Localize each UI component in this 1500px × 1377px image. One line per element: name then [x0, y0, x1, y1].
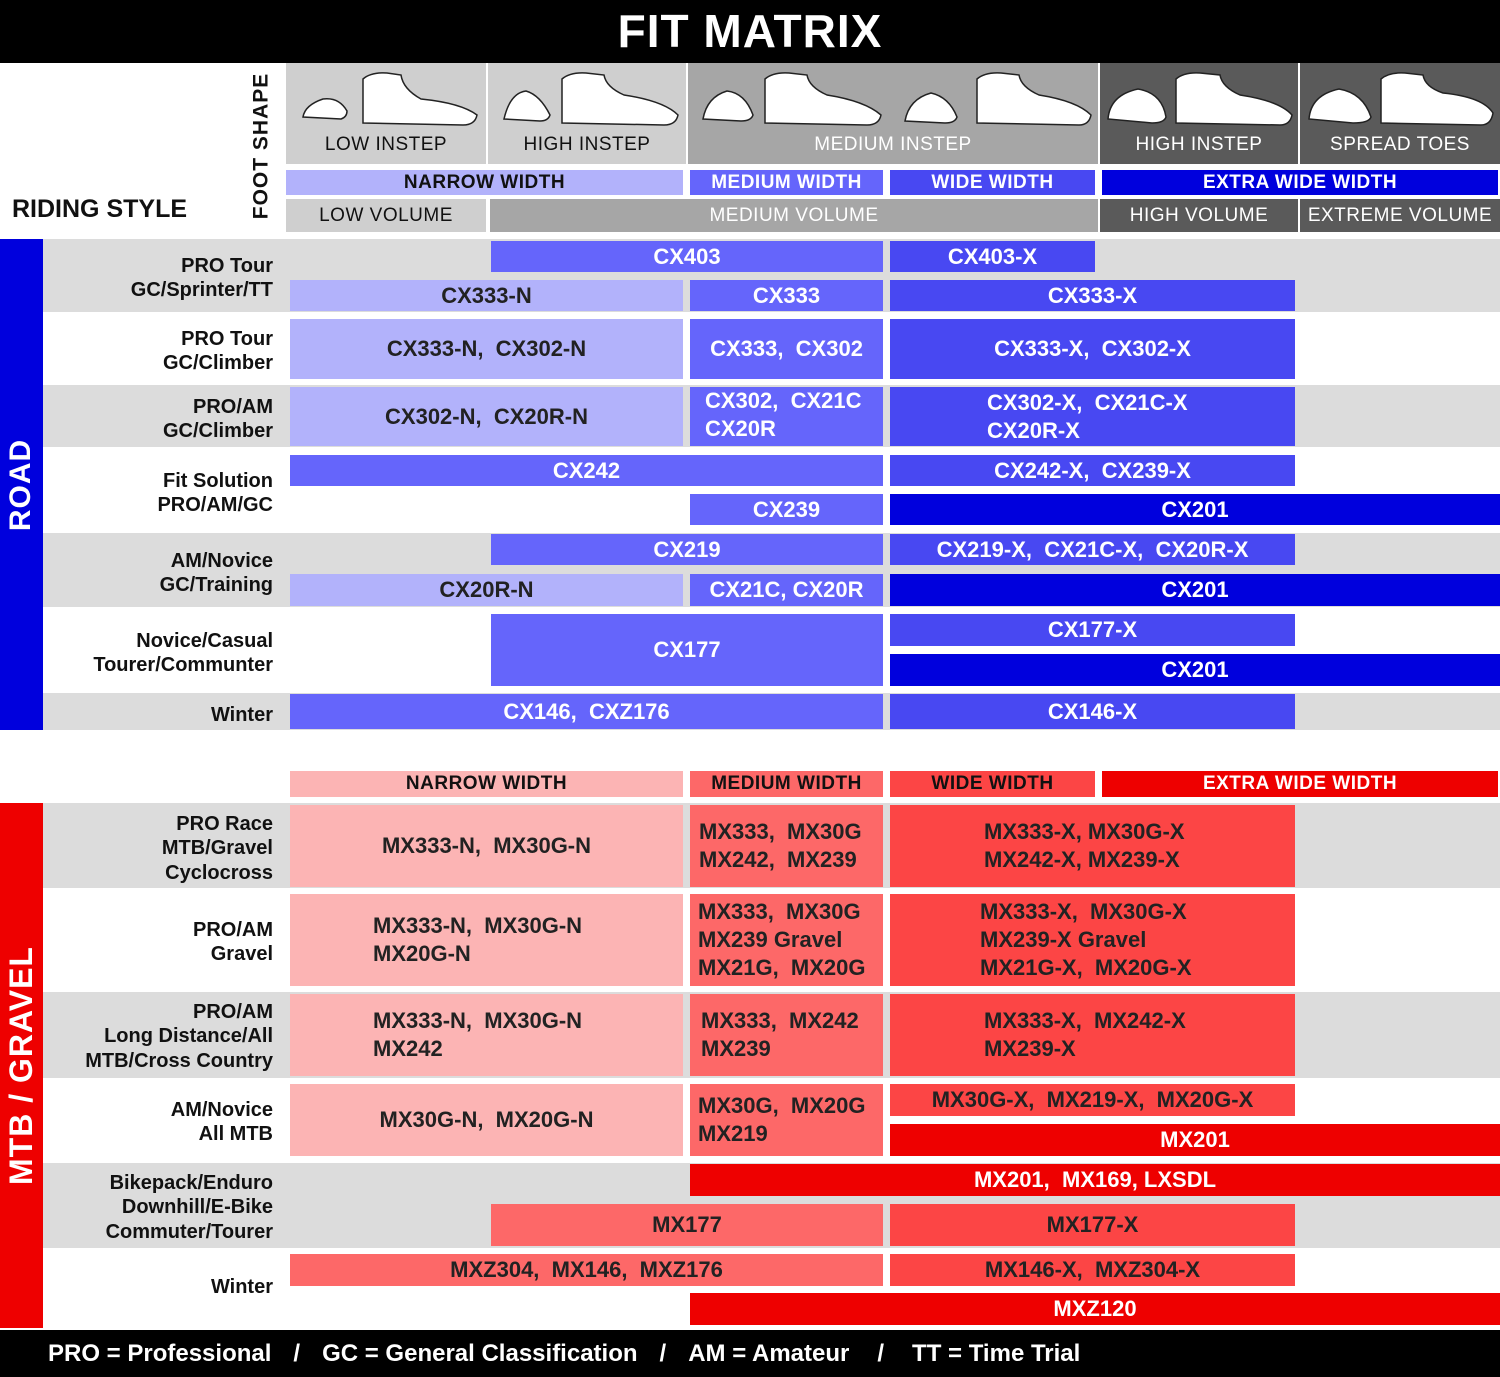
shape-label: SPREAD TOES [1330, 134, 1470, 155]
shoe-model-cell[interactable]: CX20R-N [290, 574, 683, 606]
shape-high-instep-wide [1100, 63, 1298, 164]
shoe-model-cell[interactable]: MX333, MX30G MX239 Gravel MX21G, MX20G [690, 894, 883, 986]
mtb-row-label: Bikepack/Enduro Downhill/E-Bike Commuter/Tourer [105, 1171, 273, 1243]
legend-divider: / [659, 1339, 667, 1367]
shoe-model-cell[interactable]: MX333-N, MX30G-N MX20G-N [290, 894, 683, 986]
road-row-label: PRO Tour GC/Sprinter/TT [130, 254, 273, 301]
shoe-model-cell[interactable]: CX333 [690, 280, 883, 311]
high-instep-foot-icon [492, 69, 682, 129]
legend-divider: / [877, 1339, 885, 1367]
mtb-row-label: PRO/AM Long Distance/All MTB/Cross Country [85, 1000, 273, 1072]
low-instep-foot-icon [291, 69, 481, 129]
shoe-model-cell[interactable]: CX302-X, CX21C-X CX20R-X [890, 387, 1295, 446]
shoe-model-cell[interactable]: CX333-N, CX302-N [290, 319, 683, 379]
shoe-model-cell[interactable]: MX30G-N, MX20G-N [290, 1084, 683, 1156]
high-instep-wide-foot-icon [1104, 69, 1294, 129]
shape-label: HIGH INSTEP [1135, 134, 1263, 155]
shoe-model-cell[interactable]: CX333-X, CX302-X [890, 319, 1295, 379]
road-row-label: PRO Tour GC/Climber [162, 327, 273, 374]
foot-shape-label: FOOT SHAPE [249, 72, 273, 219]
mtb-width-narrow: NARROW WIDTH [290, 771, 683, 797]
shoe-model-cell[interactable]: CX201 [890, 574, 1500, 606]
mtb-row-label: AM/Novice All MTB [170, 1098, 273, 1145]
shoe-model-cell[interactable]: MXZ304, MX146, MXZ176 [290, 1254, 883, 1286]
shape-label: MEDIUM INSTEP [814, 134, 972, 155]
shoe-model-cell[interactable]: CX219 [491, 534, 883, 565]
riding-style-label: RIDING STYLE [12, 195, 188, 223]
shoe-model-cell[interactable]: CX302-N, CX20R-N [290, 387, 683, 446]
width-medium: MEDIUM WIDTH [690, 170, 883, 195]
shoe-model-cell[interactable]: CX177-X [890, 614, 1295, 646]
shoe-model-cell[interactable]: CX403-X [890, 241, 1095, 272]
road-row-label: Winter [210, 703, 273, 726]
mtb-width-wide: WIDE WIDTH [890, 771, 1095, 797]
width-extra-wide: EXTRA WIDE WIDTH [1102, 170, 1498, 195]
shoe-model-cell[interactable]: CX242-X, CX239-X [890, 455, 1295, 486]
shape-medium-instep [688, 63, 1098, 164]
shoe-model-cell[interactable]: CX333-X [890, 280, 1295, 311]
volume-low: LOW VOLUME [286, 199, 486, 232]
shoe-model-cell[interactable]: MXZ120 [690, 1293, 1500, 1325]
legend-item: TT = Time Trial [912, 1339, 1081, 1367]
road-row-label: Novice/Casual Tourer/Communter [93, 629, 273, 676]
road-row-label: AM/Novice GC/Training [159, 549, 273, 596]
shoe-model-cell[interactable]: CX333-N [290, 280, 683, 311]
mtb-width-medium: MEDIUM WIDTH [690, 771, 883, 797]
medium-instep-foot-icon [693, 69, 1093, 129]
mtb-width-extra-wide: EXTRA WIDE WIDTH [1102, 771, 1498, 797]
shoe-model-cell[interactable]: MX146-X, MXZ304-X [890, 1254, 1295, 1286]
shape-spread-toes [1300, 63, 1500, 164]
mtb-section-label: MTB / GRAVEL [0, 803, 43, 1328]
mtb-row-label: Winter [210, 1275, 273, 1298]
shoe-model-cell[interactable]: CX302, CX21C CX20R [690, 387, 883, 446]
shoe-model-cell[interactable]: MX30G, MX20G MX219 [690, 1084, 883, 1156]
shoe-model-cell[interactable]: CX201 [890, 494, 1500, 525]
spread-toes-foot-icon [1305, 69, 1495, 129]
road-row-label: PRO/AM GC/Climber [162, 395, 273, 442]
volume-extreme: EXTREME VOLUME [1300, 199, 1500, 232]
legend-footer [0, 1330, 1500, 1377]
page-title: FIT MATRIX [0, 0, 1500, 63]
shape-high-instep [488, 63, 686, 164]
shoe-model-cell[interactable]: MX201, MX169, LXSDL [690, 1164, 1500, 1196]
mtb-row-label: PRO/AM Gravel [193, 918, 273, 965]
legend-item: AM = Amateur [688, 1339, 850, 1367]
shoe-model-cell[interactable]: MX333, MX30G MX242, MX239 [690, 805, 883, 887]
road-section-label: ROAD [0, 239, 43, 730]
shoe-model-cell[interactable]: MX333-X, MX30G-X MX242-X, MX239-X [890, 805, 1295, 887]
width-narrow: NARROW WIDTH [286, 170, 683, 195]
shape-low-instep [286, 63, 486, 164]
volume-high: HIGH VOLUME [1100, 199, 1298, 232]
shoe-model-cell[interactable]: CX21C, CX20R [690, 574, 883, 606]
shoe-model-cell[interactable]: MX333, MX242 MX239 [690, 994, 883, 1076]
width-wide: WIDE WIDTH [890, 170, 1095, 195]
legend-divider: / [293, 1339, 301, 1367]
shoe-model-cell[interactable]: CX146-X [890, 694, 1295, 729]
volume-medium: MEDIUM VOLUME [490, 199, 1098, 232]
legend-item: GC = General Classification [322, 1339, 638, 1367]
shoe-model-cell[interactable]: MX333-X, MX242-X MX239-X [890, 994, 1295, 1076]
shoe-model-cell[interactable]: CX201 [890, 654, 1500, 686]
mtb-row-label: PRO Race MTB/Gravel Cyclocross [161, 812, 273, 884]
shoe-model-cell[interactable]: MX333-N, MX30G-N [290, 805, 683, 887]
shoe-model-cell[interactable]: CX177 [491, 614, 883, 686]
shape-label: LOW INSTEP [324, 134, 448, 155]
shoe-model-cell[interactable]: CX333, CX302 [690, 319, 883, 379]
shoe-model-cell[interactable]: MX177 [491, 1204, 883, 1246]
road-row-label: Fit Solution PRO/AM/GC [157, 469, 273, 516]
shoe-model-cell[interactable]: CX239 [690, 494, 883, 525]
shoe-model-cell[interactable]: MX333-X, MX30G-X MX239-X Gravel MX21G-X, MX20G-X [890, 894, 1295, 986]
shoe-model-cell[interactable]: MX177-X [890, 1204, 1295, 1246]
shoe-model-cell[interactable]: CX219-X, CX21C-X, CX20R-X [890, 534, 1295, 565]
legend-item: PRO = Professional [48, 1339, 272, 1367]
shoe-model-cell[interactable]: CX242 [290, 455, 883, 486]
shoe-model-cell[interactable]: CX146, CXZ176 [290, 694, 883, 729]
shape-label: HIGH INSTEP [523, 134, 651, 155]
shoe-model-cell[interactable]: MX333-N, MX30G-N MX242 [290, 994, 683, 1076]
shoe-model-cell[interactable]: MX30G-X, MX219-X, MX20G-X [890, 1084, 1295, 1116]
shoe-model-cell[interactable]: CX403 [491, 241, 883, 272]
shoe-model-cell[interactable]: MX201 [890, 1124, 1500, 1156]
